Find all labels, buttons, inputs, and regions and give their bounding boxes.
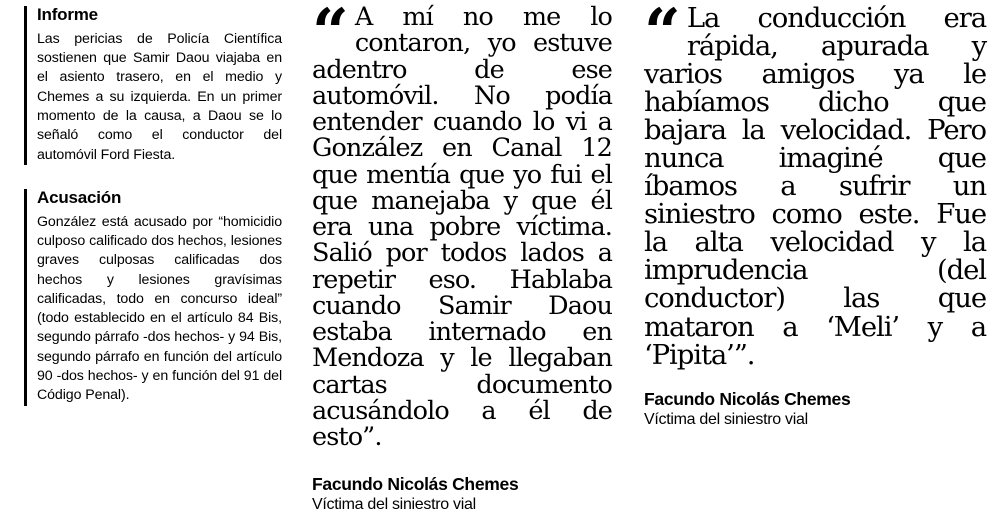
quote-text [644, 0, 986, 371]
info-block-acusacion [24, 189, 282, 406]
quote-author: Facundo Nicolás Chemes [312, 474, 519, 495]
quote-author-role: Víctima del siniestro vial [312, 496, 476, 514]
quote-column-1 [300, 0, 630, 514]
quote-text [312, 0, 612, 452]
info-block-informe [24, 6, 282, 165]
block-body: Las pericias de Policía Científica sostienen que Samir Daou viajaba en el asiento trasero, en el medio y Chemes a su izquierda. En un primer momento de la causa, a Daou se lo señaló como el conductor del automóvil Ford Fiesta. [37, 30, 282, 163]
quote-column-2 [630, 0, 1000, 502]
block-title: Acusación [37, 187, 122, 207]
quotation-mark-icon: “ [312, 0, 345, 70]
block-title: Informe [37, 5, 98, 24]
quote-attribution [644, 389, 986, 429]
block-body: González está acusado por “homicidio culposo calificado dos hechos, lesiones graves culposas calificadas dos hechos y lesiones gravísimas calificadas, todo en concurso ideal” (todo establecido en el artículo 84 Bis, segundo párrafo -dos hechos- y 94 Bis, segundo párrafo en función del artículo 90 -dos hechos- y en función del 91 del Código Penal). [37, 213, 282, 404]
info-column [0, 0, 300, 502]
quotation-mark-icon: “ [644, 0, 677, 70]
quote-body: A mí no me lo contaron, yo estuve adentro de ese automóvil. No podía entender cuando lo vi a González en Canal 12 que mentía que yo fui el que manejaba y que él era una pobre víctima. Salió por todos lados a repetir eso. Hablaba cuando Samir Daou estaba internado en Mendoza y le llegaban cartas documento acusándolo a él de esto”. [312, 2, 612, 452]
quote-author: Facundo Nicolás Chemes [644, 388, 851, 409]
quote-author-role: Víctima del siniestro vial [644, 410, 808, 428]
quote-attribution [312, 474, 612, 514]
quote-body: La conducción era rápida, apurada y varios amigos ya le habíamos dicho que bajara la velocidad. Pero nunca imaginé que íbamos a sufrir un siniestro como este. Fue la alta velocidad y la imprudencia (del conductor) las que mataron a ‘Meli’ y a ‘Pipita’”. [644, 2, 986, 371]
